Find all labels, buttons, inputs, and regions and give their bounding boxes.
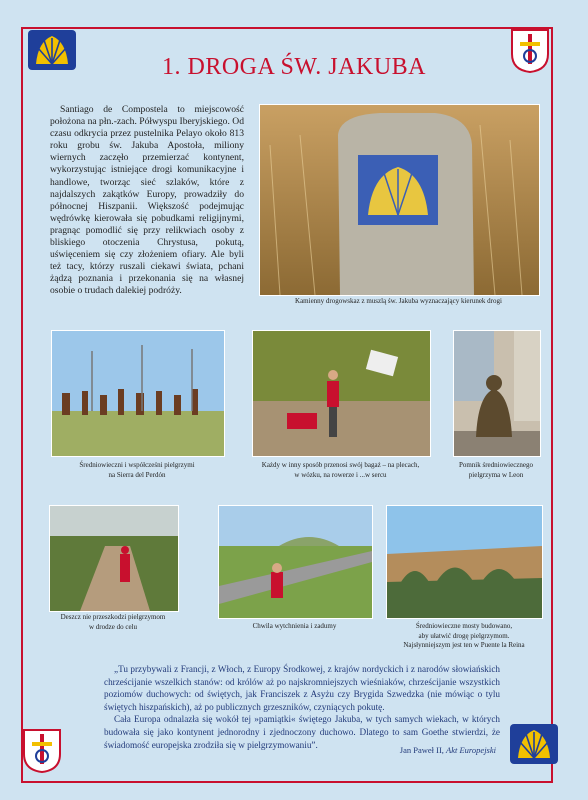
quote-citation: Jan Paweł II, Akt Europejski: [399, 745, 496, 755]
photo-sierra-del-perdon: [51, 330, 225, 457]
caption-sierra-del-perdon: Średniowieczni i współcześni pielgrzymi na Sierra del Perdón: [79, 461, 195, 479]
photo-pilgrims-rain: [49, 505, 179, 612]
photo-pilgrim-luggage: [252, 330, 431, 457]
caption-bridge: Średniowieczne mosty budowano, aby ułatwić drogę pielgrzymom. Najsłynniejszym jest ten w Puente la Reina: [403, 622, 525, 649]
page-title: 1. DROGA ŚW. JAKUBA: [162, 54, 426, 80]
caption-road-rest: Chwila wytchnienia i zadumy: [252, 622, 337, 630]
photo-stone-marker: [259, 104, 540, 296]
quote-paragraph-2: Cała Europa odnalazła się wokół tej »pamiątki« świętego Jakuba, w tych samych wiekach, w których budowała się jako kontynent jednorodny i zjednoczony duchowo. Dlatego to sam Goethe stwierdzi, że świadomość europejska zrodziła się w pielgrzymowaniu”.: [104, 714, 500, 750]
photo-road-rest: [218, 505, 373, 619]
caption-pilgrims-rain: Deszcz nie przeszkodzi pielgrzymom w drodze do celu: [60, 613, 166, 631]
caption-statue-leon: Pomnik średniowiecznego pielgrzyma w Leon: [458, 461, 534, 479]
caption-pilgrim-luggage: Każdy w inny sposób przenosi swój bagaż – na plecach, w wózku, na rowerze i ...w sercu: [261, 461, 420, 479]
scallop-shell-icon: [510, 724, 558, 764]
intro-text: Santiago de Compostela to miejscowość położona na płn.-zach. Półwyspu Iberyjskiego. Od czasu odkrycia przez pustelnika Pelayo około 813 roku grobu św. Jakuba Apostoła, miliony wiernych zaczęło przemierzać kontynent, wykorzystując istniejące drogi komunikacyjne i handlowe, tworząc sieć szlaków, które z najdalszych zakątków Europy, prowadziły do północnej Hiszpanii. Większość podejmując wędrówkę kierowała się pobudkami religijnymi, pragnąc pomodlić się przy relikwiach osoby z bliskiego otoczenia Chrystusa, pokutą, uświęceniem się czy złożeniem ofiary. Ale byli też tacy, którzy ruszali ciekawi świata, pchani żądzą poznania i przekonania się na własnej osobie o trudach dalekiej podróży.: [50, 104, 244, 297]
quote-paragraph-1: „Tu przybywali z Francji, z Włoch, z Europy Środkowej, z krajów nordyckich i z narodów słowiańskich chrześcijanie wszelkich stanów: od królów aż po najskromniejszych wieśniaków, chrześcijanie wszystkich poziomów duchowych: od świętych, jak Franciszek z Asyżu czy Brygida Szwedzka (nie mówiąc o tylu świętych hiszpańskich), aż po publicznych grzeszników, czyniących pokutę.: [104, 664, 500, 712]
photo-bridge-puente-la-reina: [386, 505, 543, 619]
caption-stone-marker: Kamienny drogowskaz z muszlą św. Jakuba wyznaczający kierunek drogi: [295, 297, 502, 305]
quote-block: [104, 663, 500, 751]
jubilee-cross-icon: [22, 728, 62, 774]
photo-statue-leon: [453, 330, 541, 457]
